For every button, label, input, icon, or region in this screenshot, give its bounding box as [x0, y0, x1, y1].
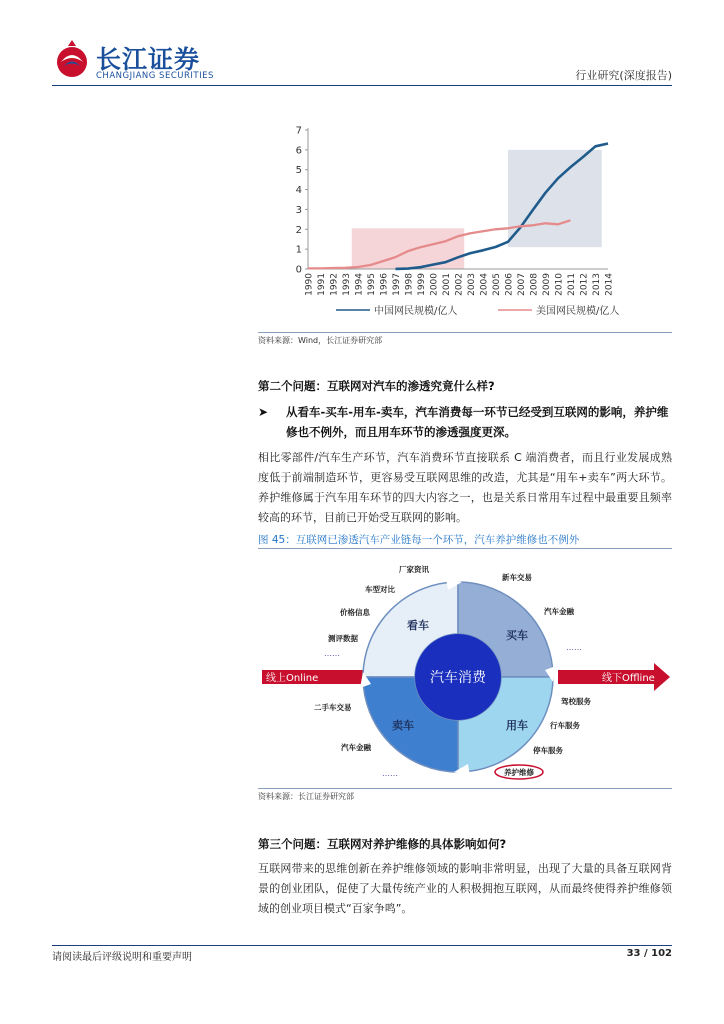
logo-english: CHANGJIANG SECURITIES	[96, 71, 214, 81]
x-tick-label: 2013	[592, 273, 602, 296]
figure45-source-rule	[258, 788, 672, 789]
label-tingche-fuwu: 停车服务	[533, 746, 563, 755]
label-jiaxiao-fuwu: 驾校服务	[561, 697, 591, 706]
label-ershouche-jiaoyi: 二手车交易	[314, 703, 352, 712]
chart-source-rule	[258, 332, 672, 333]
x-tick-label: 1994	[354, 273, 365, 296]
x-tick-label: 2003	[467, 273, 477, 296]
mai2-ellipsis: ……	[382, 769, 398, 778]
internet-users-line-chart	[258, 118, 672, 330]
section2-bullet: 从看车-买车-用车-卖车，汽车消费每一环节已经受到互联网的影响，养护维修也不例外，而且用车环节的渗透强度更深。	[286, 405, 669, 439]
highlight-region-1	[508, 150, 602, 247]
quadrant-label-kan: 看车	[407, 619, 429, 632]
section2-paragraph: 相比零部件/汽车生产环节，汽车消费环节直接联系 C 端消费者，而且行业发展成熟度低于前端制造环节，更容易受互联网思维的改造，尤其是“用车+卖车”两大环节。养护维修属于汽车用车环节的四大内容之一，也是关系日常用车过程中最重要且频率较高的环节，目前已开始受互联网的影响。	[258, 451, 672, 524]
label-xingche-fuwu: 行车服务	[550, 721, 580, 730]
mai-ellipsis: ……	[566, 643, 582, 652]
figure45-top-rule	[258, 548, 672, 549]
quadrant-label-yong: 用车	[506, 719, 528, 732]
label-qiche-jinrong-buy: 汽车金融	[544, 607, 574, 616]
x-tick-label: 2009	[542, 273, 552, 296]
x-tick-label: 2011	[567, 273, 577, 296]
x-tick-label: 2000	[429, 273, 440, 296]
y-tick-label: 5	[295, 165, 302, 177]
y-tick-label: 0	[295, 264, 302, 276]
label-yanghu-weixiu: 养护维修	[504, 768, 534, 777]
label-jiage-xinxi: 价格信息	[340, 608, 370, 617]
x-tick-label: 2005	[492, 273, 502, 296]
footer-disclaimer: 请阅读最后评级说明和重要声明	[52, 952, 192, 963]
x-tick-label: 2002	[454, 273, 465, 296]
label-qiche-jinrong-sell: 汽车金融	[341, 743, 371, 752]
label-chexing-duibi: 车型对比	[365, 585, 395, 594]
quadrant-label-mai: 买车	[506, 629, 528, 642]
logo-chinese: 长江证券	[96, 45, 201, 74]
center-label: 汽车消费	[430, 670, 486, 686]
offline-arrow-head	[654, 663, 670, 691]
x-tick-label: 2001	[442, 273, 452, 296]
x-tick-label: 1998	[404, 273, 415, 296]
y-tick-label: 3	[295, 204, 302, 216]
offline-label: 线下Offline	[602, 673, 655, 684]
y-tick-label: 7	[295, 125, 302, 137]
x-tick-label: 1997	[392, 273, 402, 296]
bullet-arrow-icon: ➤	[258, 405, 269, 419]
section2-title: 第二个问题：互联网对汽车的渗透究竟什么样?	[258, 379, 495, 393]
label-changjia-zixun: 厂家资讯	[399, 565, 429, 574]
legend-label-1: 美国网民规模/亿人	[536, 306, 620, 317]
chart-source: 资料来源：Wind，长江证券研究部	[258, 336, 383, 345]
y-tick-label: 1	[295, 244, 302, 256]
x-tick-label: 2006	[504, 273, 515, 296]
label-xinche-jiaoyi: 新车交易	[502, 573, 532, 582]
x-tick-label: 1992	[329, 273, 340, 296]
y-tick-label: 6	[295, 145, 302, 157]
x-tick-label: 1990	[304, 273, 315, 296]
section3-title: 第三个问题：互联网对养护维修的具体影响如何?	[258, 837, 507, 851]
report-category: 行业研究(深度报告)	[575, 69, 672, 82]
x-tick-label: 2014	[604, 273, 615, 296]
figure45-caption: 图 45：互联网已渗透汽车产业链每一个环节，汽车养护维修也不例外	[258, 534, 580, 546]
y-tick-label: 4	[295, 185, 302, 197]
x-tick-label: 1993	[342, 273, 352, 296]
x-tick-label: 2012	[579, 273, 590, 296]
figure45-source: 资料来源：长江证券研究部	[258, 792, 354, 801]
highlight-region-0	[352, 228, 465, 269]
section3-paragraph: 互联网带来的思维创新在养护维修领域的影响非常明显，出现了大量的具备互联网背景的创业团队，促使了大量传统产业的人积极拥抱互联网，从而最终使得养护维修领域的创业项目模式“百家争鸣”。	[258, 862, 672, 915]
footer-divider	[52, 945, 672, 946]
label-ceping-shuju: 测评数据	[328, 634, 358, 643]
company-logo-icon	[52, 40, 92, 80]
legend-label-0: 中国网民规模/亿人	[374, 306, 458, 317]
page-number: 33 / 102	[626, 948, 672, 959]
x-tick-label: 1996	[379, 273, 390, 296]
x-tick-label: 1991	[317, 273, 327, 296]
x-tick-label: 2008	[529, 273, 540, 296]
online-label: 线上Online	[266, 673, 319, 684]
x-tick-label: 2010	[554, 273, 565, 296]
x-tick-label: 1999	[417, 273, 427, 296]
header-divider	[52, 85, 672, 86]
car-consumption-cycle-diagram	[258, 558, 672, 784]
kan-ellipsis: ……	[324, 649, 340, 658]
x-tick-label: 2007	[517, 273, 527, 296]
quadrant-label-mai2: 卖车	[392, 719, 414, 732]
y-tick-label: 2	[295, 224, 302, 236]
x-tick-label: 1995	[367, 273, 377, 296]
x-tick-label: 2004	[479, 273, 490, 296]
